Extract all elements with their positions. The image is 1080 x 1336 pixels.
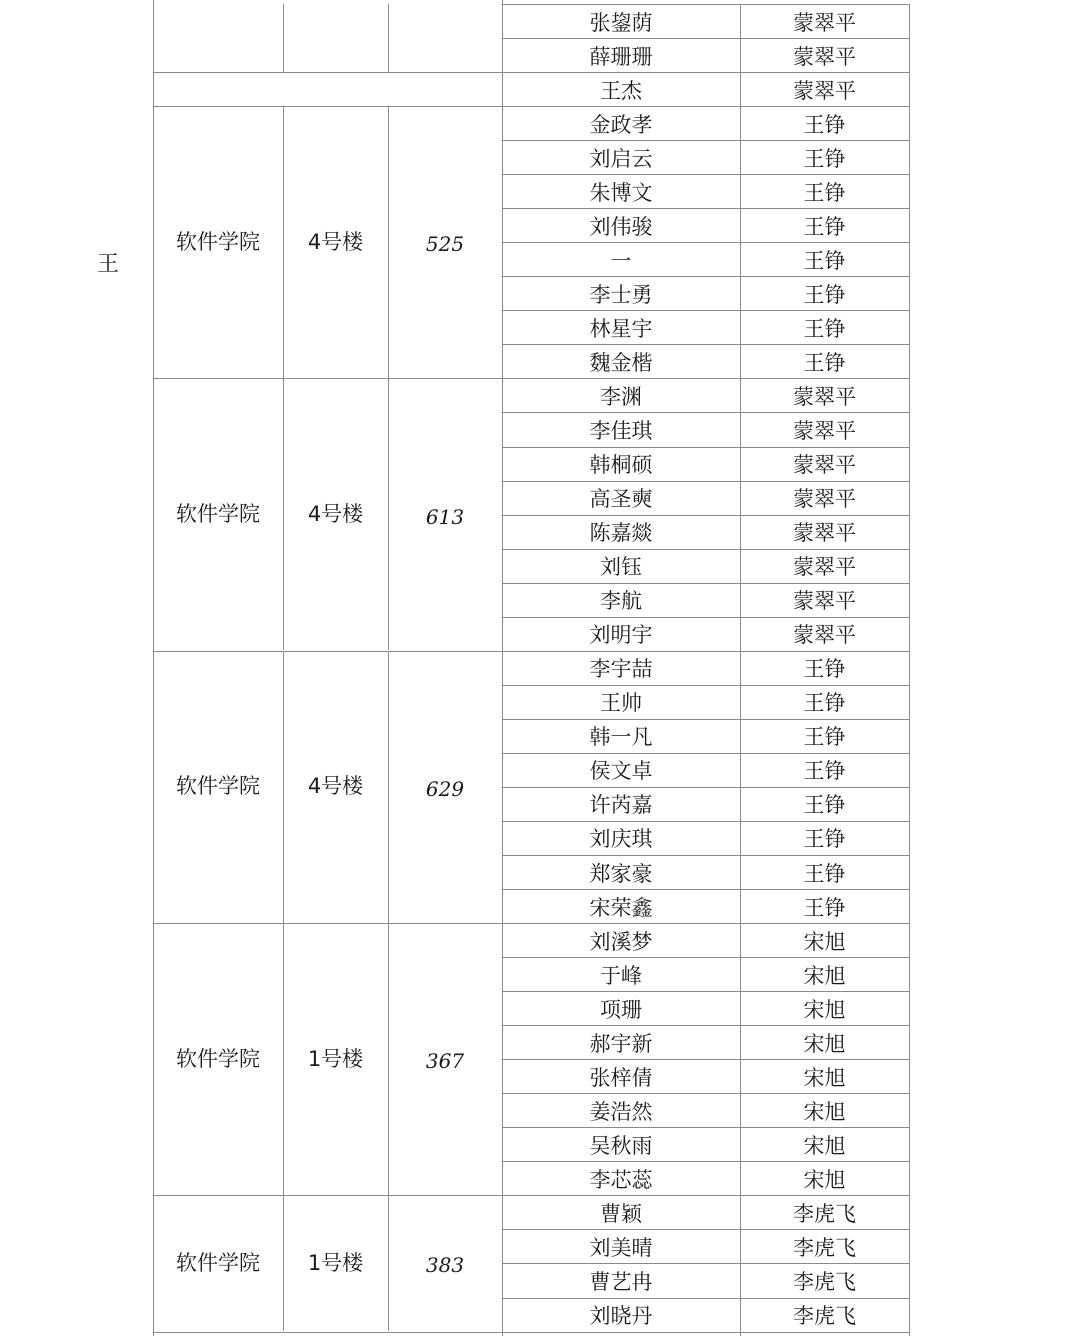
student-name: 张梓倩 [589,1065,653,1090]
teacher-name: 蒙翠平 [793,555,856,580]
column-divider [388,4,389,72]
student-name: 林星宇 [589,316,653,341]
teacher-name: 王铮 [803,827,846,852]
teacher-name: 王铮 [803,248,846,273]
teacher-name: 宋旭 [803,963,846,988]
teacher-column-border [740,4,741,1336]
teacher-name: 蒙翠平 [793,589,856,614]
student-name: 金政孝 [589,112,653,137]
college-cell: 软件学院 [176,229,260,254]
student-name: 侯文卓 [589,759,653,784]
teacher-name: 宋旭 [803,1065,846,1090]
student-name: 曹艺冉 [589,1269,653,1294]
teacher-name: 王铮 [803,214,846,239]
student-name: 李宇喆 [589,657,653,682]
student-name: 韩桐硕 [589,453,653,478]
student-name: 韩一凡 [589,725,653,750]
room-cell: 525 [425,232,465,257]
student-name: 李芯蕊 [589,1167,653,1192]
teacher-name: 王铮 [803,895,846,920]
teacher-name: 王铮 [803,180,846,205]
student-name: 宋荣鑫 [589,895,653,920]
college-cell: 软件学院 [176,1046,260,1071]
teacher-name: 王铮 [803,793,846,818]
table-top-border [502,4,909,5]
teacher-name: 蒙翠平 [793,623,856,648]
student-name: 刘启云 [589,146,653,171]
student-name: 李士勇 [589,282,653,307]
teacher-name: 宋旭 [803,1099,846,1124]
student-name: 姜浩然 [589,1099,653,1124]
group-divider [153,1195,502,1196]
teacher-name: 王铮 [803,691,846,716]
college-cell: 软件学院 [176,1250,260,1275]
student-name: 朱博文 [589,180,653,205]
group-divider [153,106,502,107]
student-name: 王帅 [600,691,642,716]
teacher-name: 王铮 [803,657,846,682]
table-right-border [909,4,910,1336]
teacher-name: 蒙翠平 [793,487,856,512]
student-name: 刘明宇 [589,623,653,648]
column-divider [283,4,284,72]
group-divider [153,923,502,924]
student-name: 郑家豪 [589,861,653,886]
teacher-name: 王铮 [803,146,846,171]
room-cell: 367 [425,1049,465,1074]
teacher-name: 宋旭 [803,929,846,954]
student-name: 陈嘉燚 [589,521,653,546]
college-cell: 软件学院 [176,774,260,799]
college-cell: 软件学院 [176,502,260,527]
teacher-name: 王铮 [803,861,846,886]
student-name: 刘钰 [600,555,642,580]
building-cell: 1号楼 [307,1250,364,1275]
teacher-name: 蒙翠平 [793,384,856,409]
student-name: 许芮嘉 [589,793,653,818]
teacher-name: 蒙翠平 [793,78,856,103]
student-name: 刘伟骏 [589,214,653,239]
student-name: 李航 [600,589,642,614]
student-name: 一 [610,248,632,273]
teacher-name: 王铮 [803,350,846,375]
teacher-name: 王铮 [803,112,846,137]
teacher-name: 宋旭 [803,1167,846,1192]
teacher-name: 蒙翠平 [793,453,856,478]
group-divider [153,378,502,379]
table-left-border [153,0,154,1336]
student-name: 刘溪梦 [589,929,653,954]
student-name: 高圣奭 [589,487,653,512]
teacher-name: 王铮 [803,759,846,784]
teacher-name: 李虎飞 [793,1201,856,1226]
student-name: 薛珊珊 [589,44,653,69]
group-divider [153,1332,502,1333]
teacher-name: 王铮 [803,282,846,307]
side-label: 王 [97,252,120,277]
teacher-name: 宋旭 [803,997,846,1022]
teacher-name: 李虎飞 [793,1269,856,1294]
building-cell: 4号楼 [307,502,364,527]
teacher-name: 宋旭 [803,1031,846,1056]
room-cell: 383 [425,1253,465,1278]
teacher-name: 王铮 [803,316,846,341]
student-name: 刘晓丹 [589,1304,653,1329]
building-cell: 4号楼 [307,774,364,799]
room-cell: 613 [425,504,465,529]
teacher-name: 蒙翠平 [793,521,856,546]
student-name: 项珊 [600,997,642,1022]
teacher-name: 宋旭 [803,1133,846,1158]
student-name: 刘美晴 [589,1235,653,1260]
student-name: 吴秋雨 [589,1133,653,1158]
student-name: 张鋆荫 [589,10,653,35]
student-name: 王杰 [600,78,642,103]
building-cell: 1号楼 [307,1046,364,1071]
student-name: 魏金楷 [589,350,653,375]
student-name: 于峰 [600,963,642,988]
student-name: 郝宇新 [589,1031,653,1056]
room-cell: 629 [425,776,465,801]
teacher-name: 李虎飞 [793,1304,856,1329]
teacher-name: 蒙翠平 [793,418,856,443]
building-cell: 4号楼 [307,229,364,254]
teacher-name: 蒙翠平 [793,44,856,69]
teacher-name: 王铮 [803,725,846,750]
teacher-name: 李虎飞 [793,1235,856,1260]
student-name: 李佳琪 [589,418,653,443]
student-name: 李渊 [600,384,642,409]
student-name: 刘庆琪 [589,827,653,852]
group-divider [153,72,502,73]
teacher-name: 蒙翠平 [793,10,856,35]
student-name: 曹颖 [600,1201,642,1226]
name-column-border [502,0,503,1336]
group-divider [153,651,502,652]
